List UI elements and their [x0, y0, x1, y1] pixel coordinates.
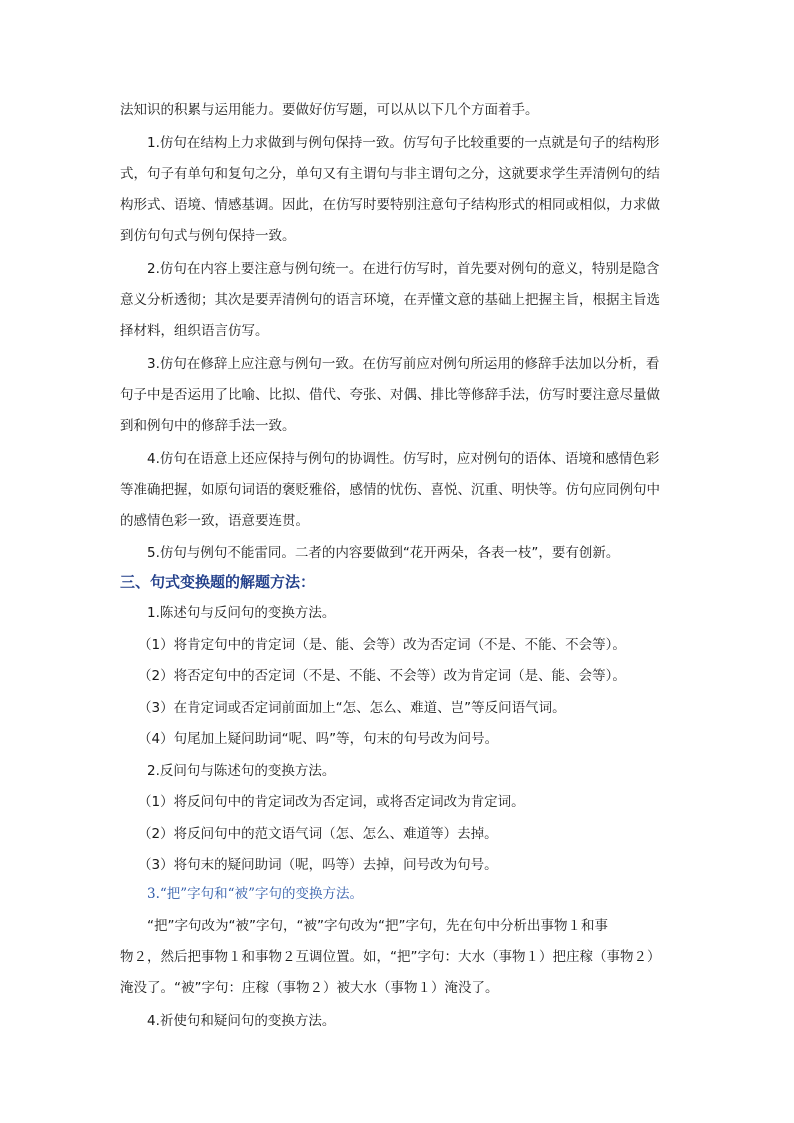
- paragraph-line: 1.陈述句与反问句的变换方法。: [147, 605, 336, 621]
- paragraph-line: 5.仿句与例句不能雷同。二者的内容要做到“花开两朵，各表一枝”，要有创新。: [147, 545, 620, 561]
- paragraph-line: （3）在肯定词或否定词前面加上“怎、怎么、难道、岂”等反问语气词。: [138, 700, 566, 716]
- paragraph-line: 到和例句中的修辞手法一致。: [120, 418, 296, 434]
- paragraph-line: 3.仿句在修辞上应注意与例句一致。在仿写前应对例句所运用的修辞手法加以分析，看: [147, 356, 660, 372]
- paragraph-line: （2）将反问句中的范文语气词（怎、怎么、难道等）去掉。: [138, 826, 498, 842]
- paragraph-line: “把”字句改为“被”字句，“被”字句改为“把”字句，先在句中分析出事物１和事: [147, 918, 608, 934]
- paragraph-line: 意义分析透彻；其次是要弄清例句的语言环境，在弄懂文意的基础上把握主旨，根据主旨选: [120, 292, 660, 308]
- paragraph-line: （1）将肯定句中的肯定词（是、能、会等）改为否定词（不是、不能、不会等）。: [138, 637, 626, 653]
- section-heading: 三、句式变换题的解题方法：: [120, 573, 316, 591]
- paragraph-line: 构形式、语境、情感基调。因此，在仿写时要特别注意句子结构形式的相同或相似，力求做: [120, 197, 660, 213]
- paragraph-line: 4.仿句在语意上还应保持与例句的协调性。仿写时，应对例句的语体、语境和感情色彩: [147, 451, 660, 467]
- paragraph-line: （3）将句末的疑问助词（呢，吗等）去掉，问号改为句号。: [138, 857, 498, 873]
- paragraph-line: 句子中是否运用了比喻、比拟、借代、夸张、对偶、排比等修辞手法，仿写时要注意尽量做: [120, 387, 660, 403]
- paragraph-line: 的感情色彩一致，语意要连贯。: [120, 513, 309, 529]
- paragraph-line: 法知识的积累与运用能力。要做好仿写题，可以从以下几个方面着手。: [120, 102, 539, 118]
- subheading-line: 3.“把”字句和“被”字句的变换方法。: [147, 886, 363, 902]
- paragraph-line: （1）将反问句中的肯定词改为否定词，或将否定词改为肯定词。: [138, 794, 525, 810]
- paragraph-line: 2.仿句在内容上要注意与例句统一。在进行仿写时，首先要对例句的意义，特别是隐含: [147, 261, 660, 277]
- paragraph-line: 4.祈使句和疑问句的变换方法。: [147, 1013, 336, 1029]
- paragraph-line: 1.仿句在结构上力求做到与例句保持一致。仿写句子比较重要的一点就是句子的结构形: [147, 135, 660, 151]
- paragraph-line: 淹没了。“被”字句：庄稼（事物２）被大水（事物１）淹没了。: [120, 980, 499, 996]
- paragraph-line: 择材料，组织语言仿写。: [120, 323, 269, 339]
- paragraph-line: 等准确把握，如原句词语的褒贬雅俗，感情的忧伤、喜悦、沉重、明快等。仿句应同例句中: [120, 482, 660, 498]
- paragraph-line: 式，句子有单句和复句之分，单句又有主谓句与非主谓句之分，这就要求学生弄清例句的结: [120, 166, 660, 182]
- paragraph-line: （2）将否定句中的否定词（不是、不能、不会等）改为肯定词（是、能、会等）。: [138, 668, 626, 684]
- paragraph-line: 物２，然后把事物１和事物２互调位置。如，“把”字句：大水（事物１）把庄稼（事物２）: [120, 949, 661, 965]
- paragraph-line: 到仿句句式与例句保持一致。: [120, 228, 296, 244]
- paragraph-line: （4）句尾加上疑问助词“呢、吗”等，句末的句号改为问号。: [138, 731, 499, 747]
- paragraph-line: 2.反问句与陈述句的变换方法。: [147, 763, 336, 779]
